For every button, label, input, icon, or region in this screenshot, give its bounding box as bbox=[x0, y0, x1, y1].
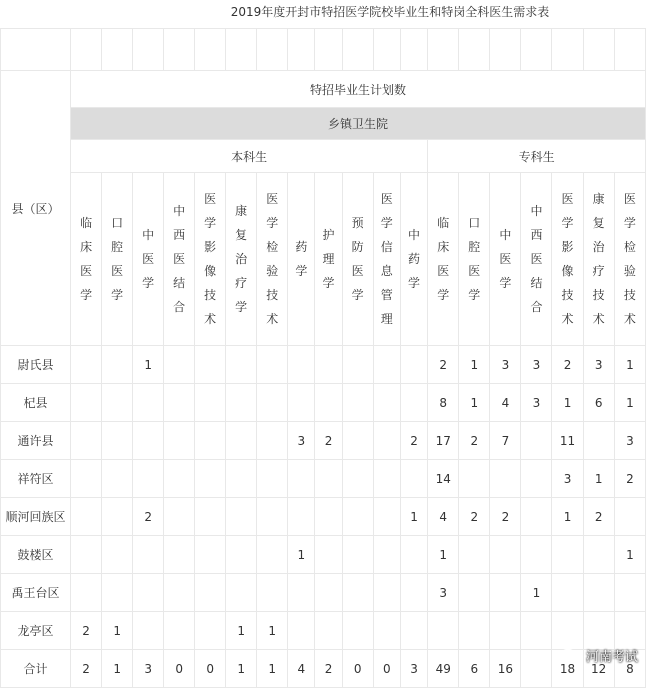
major-header bbox=[315, 173, 342, 346]
value-cell bbox=[226, 422, 257, 460]
value-cell: 1 bbox=[459, 346, 490, 384]
value-cell: 3 bbox=[521, 346, 552, 384]
value-cell: 1 bbox=[583, 460, 614, 498]
major-header bbox=[521, 173, 552, 346]
table-row bbox=[1, 346, 646, 384]
major-label: 中医学 bbox=[142, 228, 155, 290]
major-label: 医学检验技术 bbox=[266, 192, 279, 326]
table-row bbox=[1, 460, 646, 498]
major-header bbox=[459, 173, 490, 346]
value-cell bbox=[400, 536, 427, 574]
value-cell: 8 bbox=[614, 650, 645, 688]
spacer-cell bbox=[342, 29, 373, 71]
value-cell bbox=[226, 384, 257, 422]
table-row bbox=[1, 384, 646, 422]
spacer-cell bbox=[195, 29, 226, 71]
value-cell bbox=[342, 346, 373, 384]
value-cell bbox=[133, 384, 164, 422]
spacer-cell bbox=[552, 29, 583, 71]
county-cell: 杞县 bbox=[1, 384, 71, 422]
spacer-cell bbox=[133, 29, 164, 71]
major-label: 口腔医学 bbox=[468, 216, 481, 302]
value-cell bbox=[583, 536, 614, 574]
value-cell bbox=[288, 612, 315, 650]
value-cell bbox=[490, 536, 521, 574]
major-label: 中西医结合 bbox=[530, 204, 543, 314]
value-cell: 3 bbox=[490, 346, 521, 384]
value-cell: 2 bbox=[71, 612, 102, 650]
major-header bbox=[102, 173, 133, 346]
major-label: 医学影像技术 bbox=[204, 192, 217, 326]
value-cell bbox=[164, 574, 195, 612]
value-cell bbox=[373, 422, 400, 460]
value-cell bbox=[195, 574, 226, 612]
value-cell bbox=[71, 498, 102, 536]
value-cell bbox=[195, 460, 226, 498]
major-label: 康复治疗技术 bbox=[592, 192, 605, 326]
table-row bbox=[1, 536, 646, 574]
value-cell bbox=[342, 536, 373, 574]
value-cell bbox=[315, 574, 342, 612]
major-label: 临床医学 bbox=[80, 216, 93, 302]
value-cell bbox=[226, 574, 257, 612]
value-cell: 2 bbox=[459, 498, 490, 536]
major-header bbox=[226, 173, 257, 346]
value-cell: 1 bbox=[552, 384, 583, 422]
value-cell bbox=[257, 346, 288, 384]
county-cell: 尉氏县 bbox=[1, 346, 71, 384]
value-cell bbox=[164, 536, 195, 574]
value-cell: 3 bbox=[614, 422, 645, 460]
value-cell: 1 bbox=[257, 612, 288, 650]
value-cell bbox=[400, 460, 427, 498]
value-cell: 0 bbox=[373, 650, 400, 688]
major-label: 康复治疗学 bbox=[235, 204, 248, 314]
value-cell: 1 bbox=[614, 536, 645, 574]
value-cell bbox=[583, 574, 614, 612]
major-label: 药学 bbox=[295, 240, 308, 278]
spacer-cell bbox=[102, 29, 133, 71]
value-cell bbox=[226, 460, 257, 498]
value-cell bbox=[315, 384, 342, 422]
value-cell bbox=[257, 422, 288, 460]
major-header bbox=[490, 173, 521, 346]
value-cell bbox=[373, 536, 400, 574]
major-header bbox=[552, 173, 583, 346]
value-cell: 8 bbox=[428, 384, 459, 422]
value-cell bbox=[521, 612, 552, 650]
value-cell bbox=[373, 384, 400, 422]
value-cell bbox=[102, 460, 133, 498]
watermark bbox=[560, 646, 638, 665]
value-cell: 1 bbox=[226, 612, 257, 650]
table-row bbox=[1, 612, 646, 650]
value-cell bbox=[195, 612, 226, 650]
major-label: 医学影像技术 bbox=[561, 192, 574, 326]
spacer-cell bbox=[164, 29, 195, 71]
value-cell bbox=[459, 612, 490, 650]
spacer-row bbox=[1, 29, 646, 71]
value-cell bbox=[315, 498, 342, 536]
value-cell bbox=[102, 498, 133, 536]
value-cell bbox=[164, 498, 195, 536]
value-cell: 2 bbox=[490, 498, 521, 536]
value-cell: 3 bbox=[521, 384, 552, 422]
value-cell bbox=[583, 422, 614, 460]
table-row bbox=[1, 574, 646, 612]
value-cell: 6 bbox=[459, 650, 490, 688]
value-cell bbox=[195, 384, 226, 422]
county-header bbox=[1, 71, 71, 346]
value-cell bbox=[521, 422, 552, 460]
value-cell: 2 bbox=[552, 346, 583, 384]
major-label: 中西医结合 bbox=[173, 204, 186, 314]
value-cell: 2 bbox=[133, 498, 164, 536]
bachelor-header bbox=[71, 140, 428, 173]
value-cell bbox=[288, 574, 315, 612]
value-cell bbox=[342, 574, 373, 612]
value-cell bbox=[614, 612, 645, 650]
junior-header-label: 专科生 bbox=[518, 149, 555, 164]
value-cell: 14 bbox=[428, 460, 459, 498]
value-cell: 1 bbox=[102, 612, 133, 650]
value-cell bbox=[521, 498, 552, 536]
value-cell bbox=[71, 460, 102, 498]
value-cell bbox=[226, 536, 257, 574]
county-cell: 鼓楼区 bbox=[1, 536, 71, 574]
major-header bbox=[342, 173, 373, 346]
value-cell bbox=[288, 460, 315, 498]
value-cell: 0 bbox=[164, 650, 195, 688]
table-row bbox=[1, 498, 646, 536]
major-label: 医学信息管理 bbox=[380, 192, 393, 326]
value-cell: 2 bbox=[614, 460, 645, 498]
plan-header bbox=[71, 71, 646, 108]
spacer-cell bbox=[71, 29, 102, 71]
junior-header bbox=[428, 140, 646, 173]
value-cell bbox=[552, 574, 583, 612]
value-cell bbox=[102, 346, 133, 384]
value-cell: 3 bbox=[552, 460, 583, 498]
value-cell bbox=[583, 612, 614, 650]
major-header-row bbox=[1, 173, 646, 346]
value-cell: 0 bbox=[195, 650, 226, 688]
value-cell: 2 bbox=[400, 422, 427, 460]
value-cell: 11 bbox=[552, 422, 583, 460]
value-cell: 2 bbox=[459, 422, 490, 460]
spacer-cell bbox=[315, 29, 342, 71]
value-cell bbox=[164, 346, 195, 384]
value-cell bbox=[459, 536, 490, 574]
value-cell bbox=[257, 498, 288, 536]
value-cell bbox=[133, 536, 164, 574]
major-label: 口腔医学 bbox=[111, 216, 124, 302]
value-cell: 2 bbox=[71, 650, 102, 688]
value-cell: 3 bbox=[428, 574, 459, 612]
value-cell bbox=[71, 422, 102, 460]
value-cell: 3 bbox=[583, 346, 614, 384]
value-cell bbox=[195, 498, 226, 536]
value-cell bbox=[521, 536, 552, 574]
value-cell bbox=[102, 384, 133, 422]
degree-header-row bbox=[1, 140, 646, 173]
page-title: 2019年度开封市特招医学院校毕业生和特岗全科医生需求表 bbox=[230, 5, 550, 19]
value-cell bbox=[373, 498, 400, 536]
value-cell: 1 bbox=[288, 536, 315, 574]
value-cell: 1 bbox=[102, 650, 133, 688]
spacer-cell bbox=[459, 29, 490, 71]
value-cell: 1 bbox=[614, 384, 645, 422]
value-cell bbox=[400, 384, 427, 422]
county-cell: 顺河回族区 bbox=[1, 498, 71, 536]
value-cell: 3 bbox=[133, 650, 164, 688]
spacer-cell bbox=[288, 29, 315, 71]
value-cell bbox=[133, 422, 164, 460]
value-cell bbox=[552, 536, 583, 574]
value-cell: 1 bbox=[459, 384, 490, 422]
value-cell bbox=[195, 422, 226, 460]
major-label: 预防医学 bbox=[351, 216, 364, 302]
value-cell bbox=[164, 384, 195, 422]
value-cell bbox=[102, 574, 133, 612]
value-cell: 18 bbox=[552, 650, 583, 688]
major-header bbox=[373, 173, 400, 346]
value-cell: 2 bbox=[428, 346, 459, 384]
plan-header-row bbox=[1, 71, 646, 108]
value-cell: 3 bbox=[288, 422, 315, 460]
value-cell bbox=[342, 612, 373, 650]
value-cell bbox=[164, 612, 195, 650]
spacer-cell bbox=[226, 29, 257, 71]
value-cell: 1 bbox=[428, 536, 459, 574]
value-cell bbox=[373, 612, 400, 650]
major-label: 护理学 bbox=[322, 228, 335, 290]
value-cell bbox=[164, 460, 195, 498]
value-cell: 17 bbox=[428, 422, 459, 460]
value-cell: 7 bbox=[490, 422, 521, 460]
value-cell bbox=[71, 536, 102, 574]
value-cell bbox=[257, 460, 288, 498]
value-cell bbox=[342, 422, 373, 460]
value-cell: 1 bbox=[400, 498, 427, 536]
value-cell: 1 bbox=[521, 574, 552, 612]
value-cell bbox=[71, 346, 102, 384]
value-cell bbox=[400, 612, 427, 650]
spacer-cell bbox=[521, 29, 552, 71]
value-cell: 0 bbox=[342, 650, 373, 688]
value-cell bbox=[400, 574, 427, 612]
spacer-cell bbox=[257, 29, 288, 71]
major-header bbox=[400, 173, 427, 346]
county-cell: 龙亭区 bbox=[1, 612, 71, 650]
value-cell: 1 bbox=[133, 346, 164, 384]
value-cell bbox=[521, 460, 552, 498]
value-cell bbox=[459, 460, 490, 498]
spacer-cell bbox=[428, 29, 459, 71]
value-cell bbox=[226, 346, 257, 384]
spacer-cell bbox=[373, 29, 400, 71]
major-label: 医学检验技术 bbox=[623, 192, 636, 326]
value-cell bbox=[102, 422, 133, 460]
value-cell bbox=[342, 460, 373, 498]
value-cell bbox=[288, 346, 315, 384]
major-header bbox=[288, 173, 315, 346]
value-cell bbox=[164, 422, 195, 460]
value-cell bbox=[342, 498, 373, 536]
township-header-row bbox=[1, 108, 646, 140]
plan-header-label: 特招毕业生计划数 bbox=[310, 82, 407, 97]
value-cell bbox=[288, 384, 315, 422]
value-cell bbox=[315, 460, 342, 498]
value-cell bbox=[257, 574, 288, 612]
value-cell: 2 bbox=[315, 650, 342, 688]
value-cell bbox=[400, 346, 427, 384]
county-cell: 禹王台区 bbox=[1, 574, 71, 612]
value-cell: 1 bbox=[257, 650, 288, 688]
value-cell: 4 bbox=[428, 498, 459, 536]
demand-table bbox=[0, 28, 646, 688]
value-cell: 1 bbox=[614, 346, 645, 384]
value-cell: 3 bbox=[400, 650, 427, 688]
major-label: 中医学 bbox=[499, 228, 512, 290]
spacer-cell bbox=[583, 29, 614, 71]
value-cell: 2 bbox=[315, 422, 342, 460]
value-cell: 12 bbox=[583, 650, 614, 688]
watermark-text: 河南考试 bbox=[585, 650, 638, 665]
major-header bbox=[257, 173, 288, 346]
value-cell bbox=[373, 460, 400, 498]
value-cell bbox=[342, 384, 373, 422]
value-cell bbox=[226, 498, 257, 536]
value-cell: 4 bbox=[490, 384, 521, 422]
value-cell: 2 bbox=[583, 498, 614, 536]
value-cell: 4 bbox=[288, 650, 315, 688]
value-cell bbox=[614, 574, 645, 612]
value-cell bbox=[102, 536, 133, 574]
value-cell bbox=[614, 498, 645, 536]
county-cell: 合计 bbox=[1, 650, 71, 688]
value-cell bbox=[315, 346, 342, 384]
major-header bbox=[133, 173, 164, 346]
value-cell: 1 bbox=[552, 498, 583, 536]
spacer-cell bbox=[400, 29, 427, 71]
bachelor-header-label: 本科生 bbox=[231, 149, 268, 164]
county-cell: 通许县 bbox=[1, 422, 71, 460]
value-cell bbox=[195, 346, 226, 384]
value-cell bbox=[552, 612, 583, 650]
value-cell bbox=[288, 498, 315, 536]
township-header bbox=[71, 108, 646, 140]
value-cell bbox=[71, 384, 102, 422]
county-cell: 祥符区 bbox=[1, 460, 71, 498]
major-header bbox=[164, 173, 195, 346]
table-row bbox=[1, 422, 646, 460]
township-header-label: 乡镇卫生院 bbox=[328, 117, 389, 131]
major-label: 临床医学 bbox=[437, 216, 450, 302]
value-cell bbox=[459, 574, 490, 612]
wechat-icon bbox=[560, 648, 582, 664]
major-header bbox=[195, 173, 226, 346]
value-cell: 16 bbox=[490, 650, 521, 688]
value-cell bbox=[71, 574, 102, 612]
value-cell bbox=[428, 612, 459, 650]
major-header bbox=[71, 173, 102, 346]
county-header-label: 县（区） bbox=[11, 201, 60, 216]
spacer-cell bbox=[614, 29, 645, 71]
value-cell bbox=[373, 346, 400, 384]
major-label: 中药学 bbox=[408, 228, 421, 290]
spacer-cell bbox=[1, 29, 71, 71]
value-cell bbox=[490, 574, 521, 612]
value-cell bbox=[257, 384, 288, 422]
value-cell bbox=[257, 536, 288, 574]
value-cell bbox=[133, 460, 164, 498]
value-cell bbox=[315, 612, 342, 650]
major-header bbox=[583, 173, 614, 346]
value-cell bbox=[133, 612, 164, 650]
value-cell bbox=[315, 536, 342, 574]
major-header bbox=[428, 173, 459, 346]
value-cell bbox=[133, 574, 164, 612]
major-header bbox=[614, 173, 645, 346]
value-cell bbox=[373, 574, 400, 612]
value-cell bbox=[521, 650, 552, 688]
value-cell: 49 bbox=[428, 650, 459, 688]
value-cell: 1 bbox=[226, 650, 257, 688]
value-cell: 6 bbox=[583, 384, 614, 422]
value-cell bbox=[490, 612, 521, 650]
value-cell bbox=[195, 536, 226, 574]
value-cell bbox=[490, 460, 521, 498]
spacer-cell bbox=[490, 29, 521, 71]
table-row bbox=[1, 650, 646, 688]
